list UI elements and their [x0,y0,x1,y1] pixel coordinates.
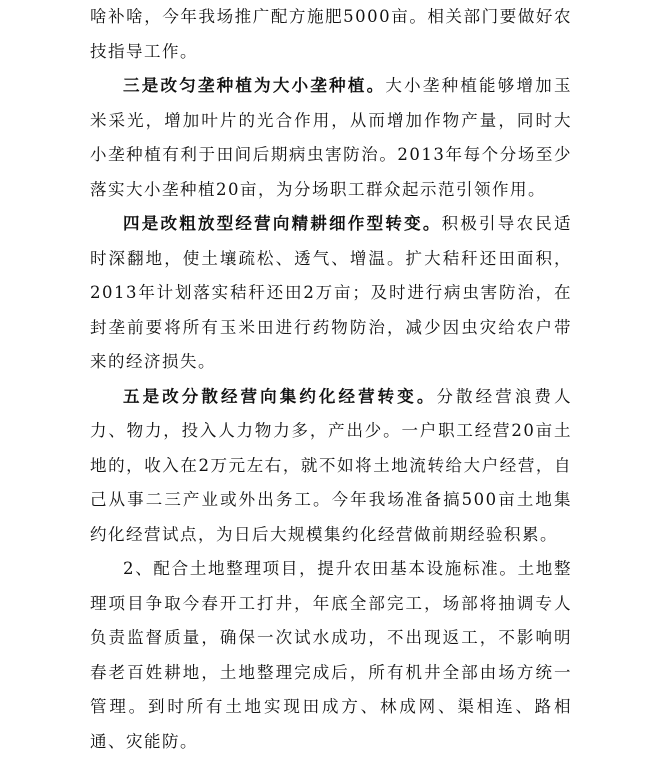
paragraph-body: 大小垄种植能够增加玉米采光，增加叶片的光合作用，从而增加作物产量，同时大小垄种植有利于田间后期病虫害防治。2013年每个分场至少落实大小垄种植20亩，为分场职工群众起示范引领作用。 [90,76,573,199]
paragraph-body: 2、配合土地整理项目，提升农田基本设施标准。土地整理项目争取今春开工打井，年底全部完工，场部将抽调专人负责监督质量，确保一次试水成功，不出现返工，不影响明春老百姓耕地，土地整理完成后，所有机井全部由场方统一管理。到时所有土地实现田成方、林成网、渠相连、路相通、灾能防。 [90,559,572,751]
paragraph-point-five [90,380,572,553]
paragraph-body: 分散经营浪费人力、物力，投入人力物力多，产出少。一户职工经营20亩土地的，收入在2万元左右，就不如将土地流转给大户经营，自己从事二三产业或外出务工。今年我场准备搞500亩土地集约化经营试点，为日后大规模集约化经营做前期经验积累。 [90,386,573,544]
paragraph-point-four [90,207,572,380]
paragraph-item-two [90,552,572,759]
paragraph-lead: 五是改分散经营向集约化经营转变。 [123,386,437,406]
document-body [90,0,572,759]
paragraph-body: 积极引导农民适时深翻地，使土壤疏松、透气、增温。扩大秸秆还田面积，2013年计划落实秸秆还田2万亩；及时进行病虫害防治，在封垄前要将所有玉米田进行药物防治，减少因虫灾给农户带来的经济损失。 [90,214,573,371]
paragraph-point-three [90,69,572,207]
paragraph-continued [90,0,572,69]
paragraph-lead: 四是改粗放型经营向精耕细作型转变。 [123,214,442,233]
paragraph-body: 啥补啥，今年我场推广配方施肥5000亩。相关部门要做好农技指导工作。 [90,7,572,61]
paragraph-lead: 三是改匀垄种植为大小垄种植。 [123,76,386,95]
